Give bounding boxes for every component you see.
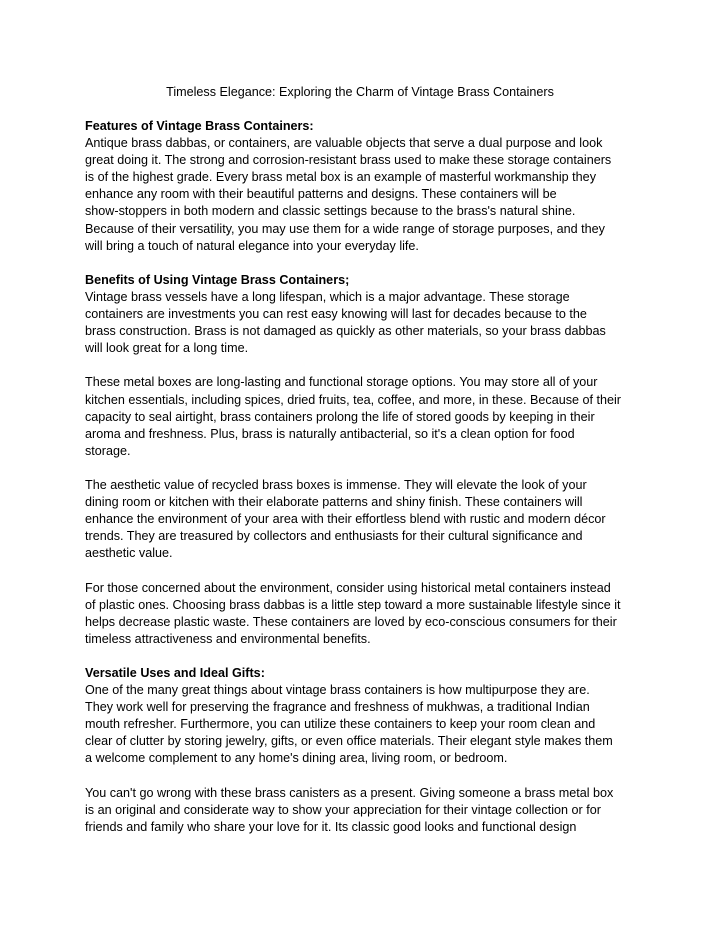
paragraph-section — [85, 785, 645, 836]
paragraph-line: kitchen essentials, including spices, dried fruits, tea, coffee, and more, in these. Because of their — [85, 392, 621, 407]
document-title: Timeless Elegance: Exploring the Charm of Vintage Brass Containers — [166, 85, 554, 99]
paragraph-line: of plastic ones. Choosing brass dabbas is a little step toward a more sustainable lifestyle since it — [85, 597, 621, 612]
paragraph-line: These metal boxes are long-lasting and functional storage options. You may store all of your — [85, 375, 598, 390]
paragraph-line: helps decrease plastic waste. These containers are loved by eco-conscious consumers for their — [85, 614, 617, 629]
paragraph-line: show-stoppers in both modern and classic settings because to the brass's natural shine. — [85, 204, 576, 219]
paragraph-line: timeless attractiveness and environmental benefits. — [85, 631, 371, 646]
paragraph-line: clear of clutter by storing jewelry, gifts, or even office materials. Their elegant style makes them — [85, 734, 613, 749]
paragraph-section — [85, 477, 645, 562]
paragraph-line: For those concerned about the environment, consider using historical metal containers instead — [85, 580, 611, 595]
paragraph-line: aroma and freshness. Plus, brass is naturally antibacterial, so it's a clean option for food — [85, 426, 575, 441]
paragraph-line: mouth refresher. Furthermore, you can utilize these containers to keep your room clean and — [85, 717, 596, 732]
paragraph-line: will bring a touch of natural elegance into your everyday life. — [85, 238, 419, 253]
paragraph-line: Vintage brass vessels have a long lifespan, which is a major advantage. These storage — [85, 289, 570, 304]
paragraph-line: The aesthetic value of recycled brass boxes is immense. They will elevate the look of your — [85, 477, 587, 492]
paragraph-line: friends and family who share your love for it. Its classic good looks and functional design — [85, 819, 577, 834]
paragraph-line: You can't go wrong with these brass canisters as a present. Giving someone a brass metal box — [85, 785, 614, 800]
paragraph-line: One of the many great things about vintage brass containers is how multipurpose they are. — [85, 683, 590, 698]
paragraph-line: enhance the environment of your area with their effortless blend with rustic and modern décor — [85, 512, 606, 527]
paragraph-line: is of the highest grade. Every brass metal box is an example of masterful workmanship they — [85, 170, 596, 185]
paragraph-line: enhance any room with their beautiful patterns and designs. These containers will be — [85, 187, 557, 202]
paragraph-line: storage. — [85, 443, 131, 458]
paragraph-section — [85, 118, 645, 255]
paragraph-section — [85, 272, 645, 357]
paragraph-line: great doing it. The strong and corrosion-resistant brass used to make these storage containers — [85, 153, 612, 168]
paragraph-line: a welcome complement to any home's dining area, living room, or bedroom. — [85, 751, 508, 766]
paragraph-line: is an original and considerate way to show your appreciation for their vintage collection or for — [85, 802, 601, 817]
paragraph-line: capacity to seal airtight, brass containers prolong the life of stored goods by keeping in their — [85, 409, 595, 424]
paragraph-line: brass construction. Brass is not damaged as quickly as other materials, so your brass dabbas — [85, 324, 606, 339]
paragraph-section — [85, 580, 645, 648]
section-heading: Features of Vintage Brass Containers: — [85, 119, 314, 133]
paragraph-line: will look great for a long time. — [85, 341, 249, 356]
section-heading: Versatile Uses and Ideal Gifts: — [85, 666, 265, 680]
section-heading: Benefits of Using Vintage Brass Containers; — [85, 272, 350, 287]
paragraph-line: Antique brass dabbas, or containers, are valuable objects that serve a dual purpose and look — [85, 136, 603, 151]
paragraph-line: aesthetic value. — [85, 546, 173, 561]
paragraph-line: containers are investments you can rest easy knowing will last for decades because to the — [85, 307, 587, 322]
paragraph-line: Because of their versatility, you may use them for a wide range of storage purposes, and they — [85, 221, 605, 236]
paragraph-section — [85, 665, 645, 768]
paragraph-line: trends. They are treasured by collectors and enthusiasts for their cultural significance and — [85, 529, 583, 544]
paragraph-line: They work well for preserving the fragrance and freshness of mukhwas, a traditional Indian — [85, 700, 590, 715]
paragraph-line: dining room or kitchen with their elaborate patterns and shiny finish. These containers will — [85, 495, 583, 510]
paragraph-section — [85, 374, 645, 459]
document-body — [85, 118, 645, 853]
